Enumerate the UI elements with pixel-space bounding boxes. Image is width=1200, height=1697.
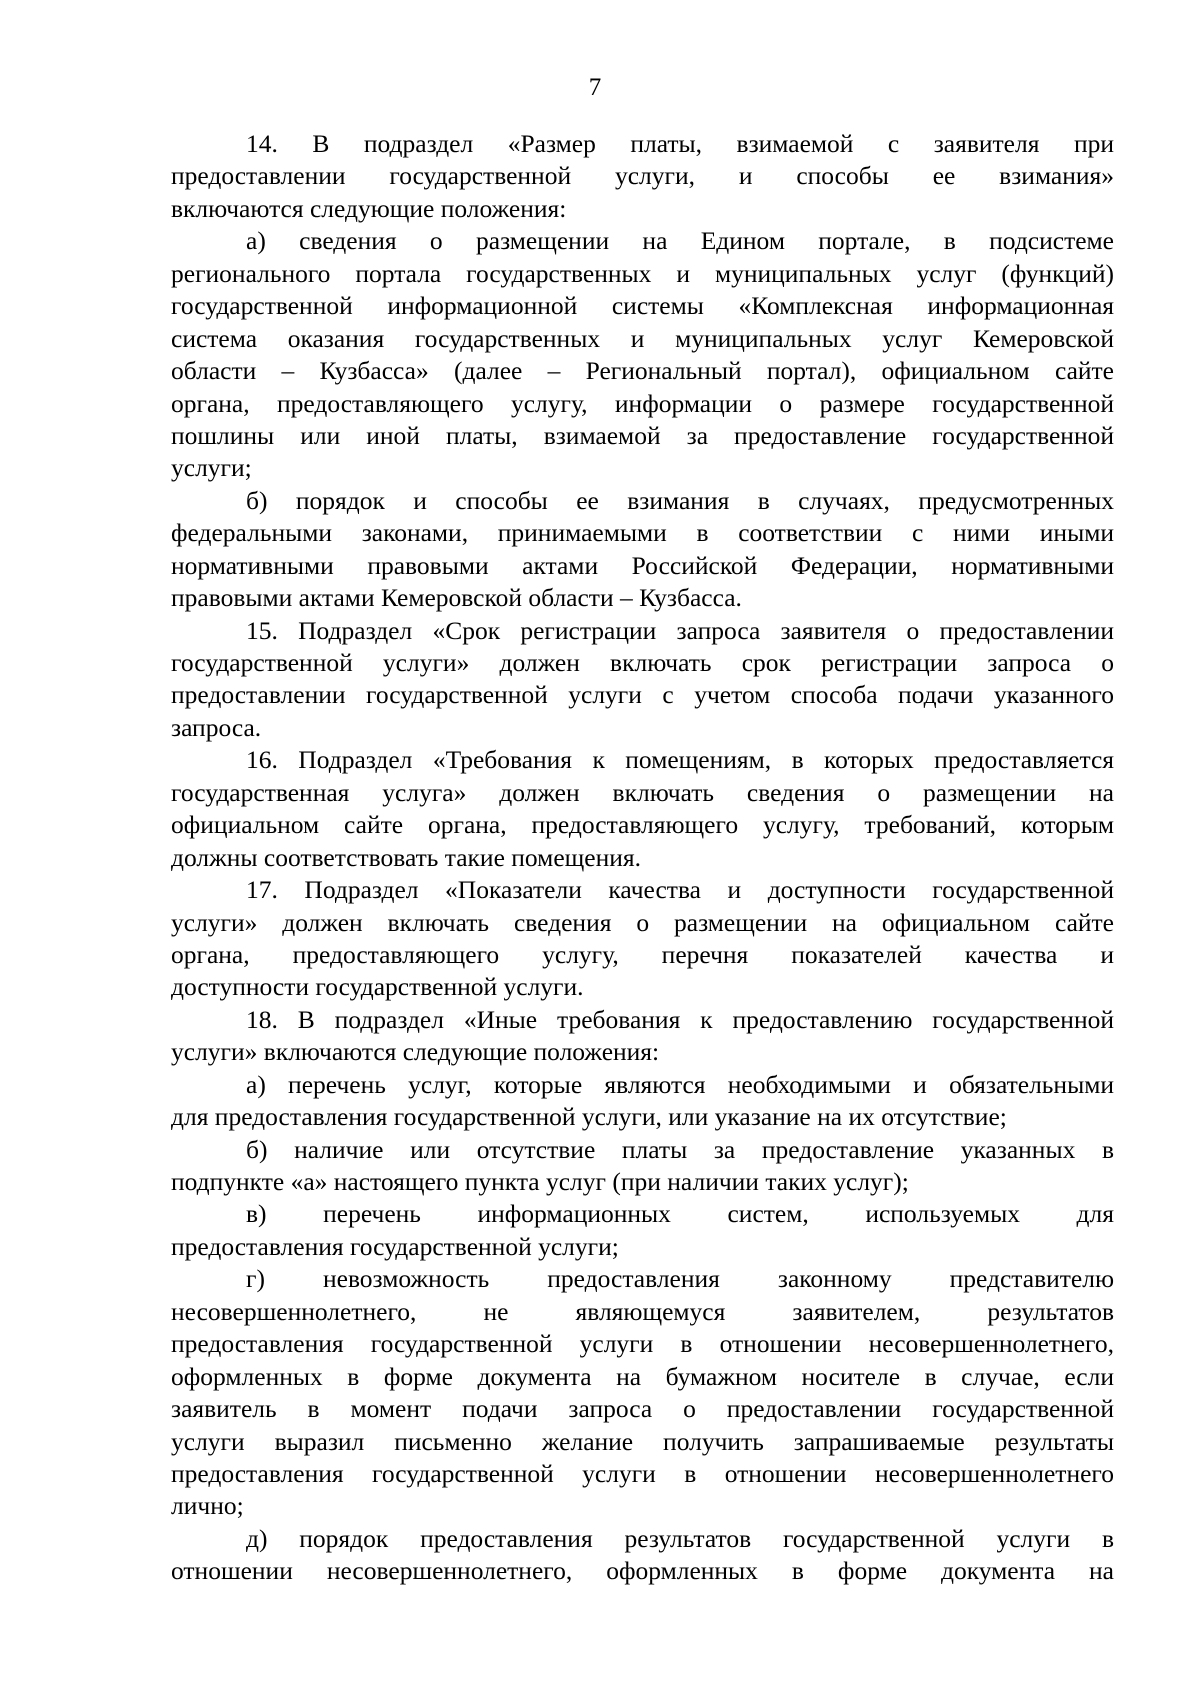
text-line: доступности государственной услуги. (171, 972, 584, 1002)
text-line: правовыми актами Кемеровской области – Кузбасса. (171, 583, 742, 613)
text-line: органа, предоставляющего услугу, перечня показателей качества и (171, 939, 1114, 969)
text-line: государственная услуга» должен включать сведения о размещении на (171, 777, 1114, 807)
text-line: услуги; (171, 453, 252, 483)
text-line: регионального портала государственных и муниципальных услуг (функций) (171, 258, 1114, 288)
text-line: нормативными правовыми актами Российской Федерации, нормативными (171, 550, 1114, 580)
text-line: государственной информационной системы «Комплексная информационная (171, 291, 1114, 321)
text-line: области – Кузбасса» (далее – Региональный портал), официальном сайте (171, 356, 1114, 386)
text-line: государственной услуги» должен включать срок регистрации запроса о (171, 648, 1114, 677)
text-line: оформленных в форме документа на бумажном носителе в случае, если (171, 1361, 1114, 1391)
text-line: включаются следующие положения: (171, 193, 567, 223)
text-line: услуги» должен включать сведения о размещении на официальном сайте (171, 907, 1114, 937)
text-line: услуги выразил письменно желание получить запрашиваемые результаты (171, 1426, 1114, 1456)
text-line: подпункте «а» настоящего пункта услуг (при наличии таких услуг); (171, 1167, 909, 1196)
page-number: 7 (588, 74, 602, 101)
text-line: пошлины или иной платы, взимаемой за предоставление государственной (171, 420, 1114, 450)
text-line: предоставления государственной услуги; (171, 1231, 619, 1261)
text-line: заявитель в момент подачи запроса о предоставлении государственной (171, 1394, 1114, 1424)
text-line: 17. Подраздел «Показатели качества и доступности государственной (246, 875, 1114, 905)
text-line: 14. В подраздел «Размер платы, взимаемой с заявителя при (246, 129, 1114, 158)
text-line: лично; (171, 1491, 244, 1521)
text-line: 16. Подраздел «Требования к помещениям, в которых предоставляется (246, 745, 1114, 775)
text-line: б) наличие или отсутствие платы за предоставление указанных в (246, 1134, 1114, 1164)
text-line: для предоставления государственной услуги, или указание на их отсутствие; (171, 1102, 1007, 1132)
text-line: должны соответствовать такие помещения. (171, 842, 641, 872)
text-line: д) порядок предоставления результатов государственной услуги в (246, 1523, 1114, 1553)
text-line: предоставления государственной услуги в отношении несовершеннолетнего, (171, 1329, 1114, 1359)
text-line: б) порядок и способы ее взимания в случаях, предусмотренных (246, 485, 1114, 515)
text-line: предоставления государственной услуги в отношении несовершеннолетнего (171, 1458, 1114, 1488)
document-text-body (171, 128, 1114, 1588)
text-line: запроса. (171, 712, 262, 742)
text-line: несовершеннолетнего, не являющемуся заявителем, результатов (171, 1296, 1114, 1326)
text-line: система оказания государственных и муниципальных услуг Кемеровской (171, 323, 1114, 353)
text-line: услуги» включаются следующие положения: (171, 1037, 660, 1067)
text-line: органа, предоставляющего услугу, информации о размере государственной (171, 388, 1114, 418)
text-line: 18. В подраздел «Иные требования к предоставлению государственной (246, 1004, 1114, 1034)
text-line: предоставлении государственной услуги с учетом способа подачи указанного (171, 680, 1114, 710)
text-line: а) перечень услуг, которые являются необходимыми и обязательными (246, 1069, 1114, 1099)
text-line: в) перечень информационных систем, используемых для (246, 1199, 1114, 1229)
text-line: а) сведения о размещении на Едином портале, в подсистеме (246, 226, 1114, 256)
text-line: официальном сайте органа, предоставляющего услугу, требований, которым (171, 810, 1114, 840)
text-line: федеральными законами, принимаемыми в соответствии с ними иными (171, 518, 1114, 548)
text-line: 15. Подраздел «Срок регистрации запроса заявителя о предоставлении (246, 615, 1114, 645)
text-line: предоставлении государственной услуги, и способы ее взимания» (171, 161, 1114, 191)
text-line: г) невозможность предоставления законному представителю (246, 1264, 1114, 1294)
text-line: отношении несовершеннолетнего, оформленных в форме документа на (171, 1556, 1114, 1586)
